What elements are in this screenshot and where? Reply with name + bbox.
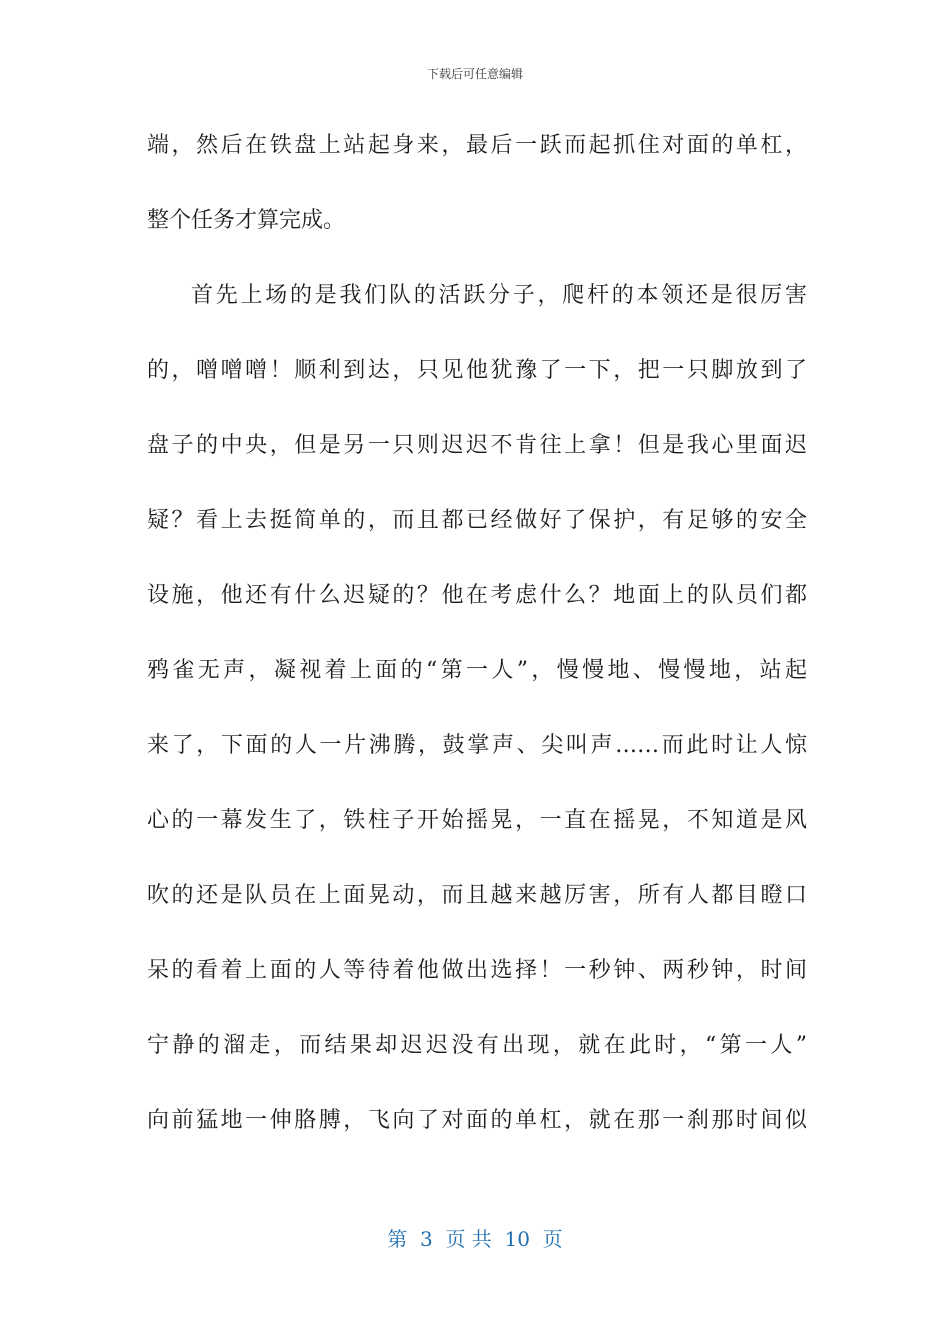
text-line: 整个任务才算完成。: [147, 208, 346, 233]
text-line: 心的一幕发生了，铁柱子开始摇晃，一直在摇晃，不知道是风: [147, 808, 807, 833]
page-number: 第 3 页 共 10 页: [387, 1227, 563, 1251]
text-line: 向前猛地一伸胳膊，飞向了对面的单杠，就在那一刹那时间似: [147, 1108, 807, 1133]
text-line: 盘子的中央，但是另一只则迟迟不肯往上拿！但是我心里面迟: [147, 433, 807, 458]
text-line: 的，噌噌噌！顺利到达，只见他犹豫了一下，把一只脚放到了: [147, 358, 807, 383]
text-line: 来了，下面的人一片沸腾，鼓掌声、尖叫声……而此时让人惊: [147, 733, 807, 758]
text-line: 吹的还是队员在上面晃动，而且越来越厉害，所有人都目瞪口: [147, 883, 807, 908]
document-body: [147, 124, 807, 1174]
text-line: 疑？看上去挺简单的，而且都已经做好了保护，有足够的安全: [147, 508, 807, 533]
text-line: 鸦雀无声，凝视着上面的“第一人”，慢慢地、慢慢地，站起: [147, 658, 807, 683]
text-line: 宁静的溜走，而结果却迟迟没有出现，就在此时，“第一人”: [147, 1033, 807, 1058]
page-header-note: 下载后可任意编辑: [426, 67, 523, 81]
paragraph-first-line: 首先上场的是我们队的活跃分子，爬杆的本领还是很厉害: [191, 283, 807, 308]
text-line: 端，然后在铁盘上站起身来，最后一跃而起抓住对面的单杠，: [147, 133, 807, 158]
text-line: 呆的看着上面的人等待着他做出选择！一秒钟、两秒钟，时间: [147, 958, 807, 983]
text-line: 设施，他还有什么迟疑的？他在考虑什么？地面上的队员们都: [147, 583, 807, 608]
